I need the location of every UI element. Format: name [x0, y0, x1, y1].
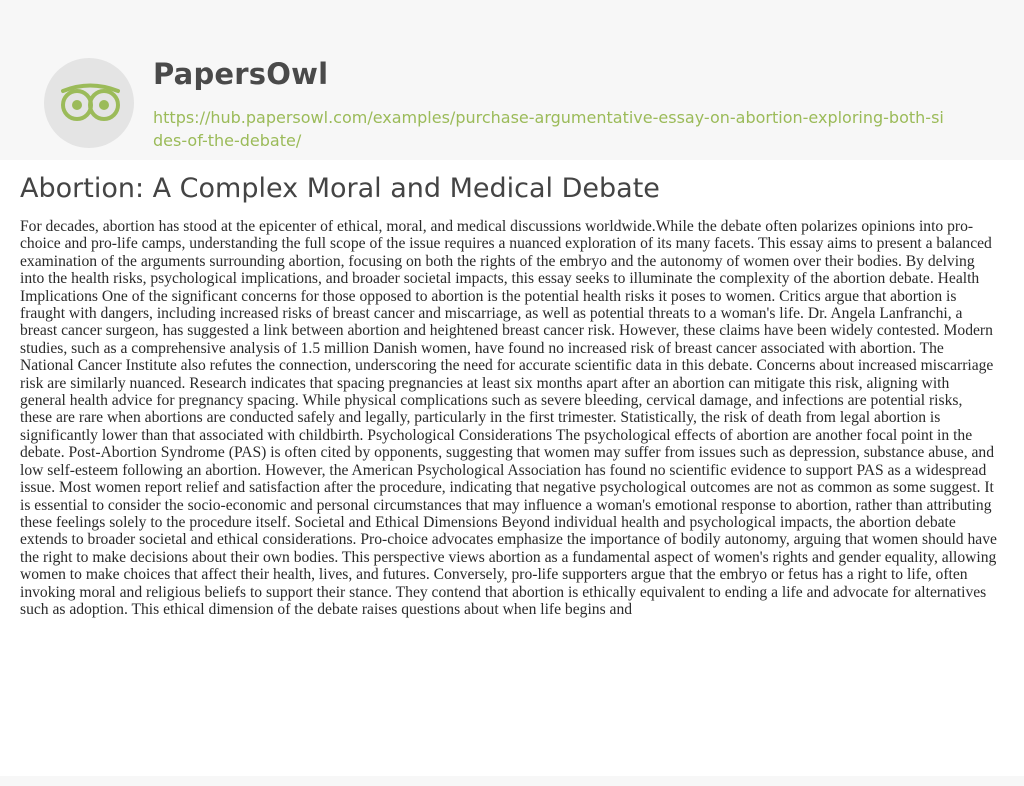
page-header — [0, 0, 1024, 160]
owl-eye-icon — [44, 58, 134, 148]
essay-title: Abortion: A Complex Moral and Medical Debate — [20, 173, 660, 204]
essay-body: For decades, abortion has stood at the epicenter of ethical, moral, and medical discussions worldwide.While the debate often polarizes opinions into pro-choice and pro-life camps, understanding the full scope of the issue requires a nuanced exploration of its many facets. This essay aims to present a balanced examination of the arguments surrounding abortion, focusing on both the rights of the embryo and the autonomy of women over their bodies. By delving into the health risks, psychological implications, and broader societal impacts, this essay seeks to illuminate the complexity of the abortion debate. Health Implications One of the significant concerns for those opposed to abortion is the potential health risks it poses to women. Critics argue that abortion is fraught with dangers, including increased risks of breast cancer and miscarriage, as well as potential threats to a woman's life. Dr. Angela Lanfranchi, a breast cancer surgeon, has suggested a link between abortion and heightened breast cancer risk. However, these claims have been widely contested. Modern studies, such as a comprehensive analysis of 1.5 million Danish women, have found no increased risk of breast cancer associated with abortion. The National Cancer Institute also refutes the connection, underscoring the need for accurate scientific data in this debate. Concerns about increased miscarriage risk are similarly nuanced. Research indicates that spacing pregnancies at least six months apart after an abortion can mitigate this risk, aligning with general health advice for pregnancy spacing. While physical complications such as severe bleeding, cervical damage, and infections are potential risks, these are rare when abortions are conducted safely and legally, particularly in the first trimester. Statistically, the risk of death from legal abortion is significantly lower than that associated with childbirth. Psychological Considerations The psychological effects of abortion are another focal point in the debate. Post-Abortion Syndrome (PAS) is often cited by opponents, suggesting that women may suffer from issues such as depression, substance abuse, and low self-esteem following an abortion. However, the American Psychological Association has found no scientific evidence to support PAS as a widespread issue. Most women report relief and satisfaction after the procedure, indicating that negative psychological outcomes are not as common as some suggest. It is essential to consider the socio-economic and personal circumstances that may influence a woman's emotional response to abortion, rather than attributing these feelings solely to the procedure itself. Societal and Ethical Dimensions Beyond individual health and psychological impacts, the abortion debate extends to broader societal and ethical considerations. Pro-choice advocates emphasize the importance of bodily autonomy, arguing that women should have the right to make decisions about their own bodies. This perspective views abortion as a fundamental aspect of women's rights and gender equality, allowing women to make choices that affect their health, lives, and futures. Conversely, pro-life supporters argue that the embryo or fetus has a right to life, often invoking moral and religious beliefs to support their stance. They contend that abortion is ethically equivalent to ending a life and advocate for alternatives such as adoption. This ethical dimension of the debate raises questions about when life begins and — [20, 218, 997, 618]
page-footer — [0, 776, 1024, 786]
papersowl-logo — [44, 58, 134, 148]
source-url-link[interactable]: https://hub.papersowl.com/examples/purchase-argumentative-essay-on-abortion-exploring-both-sides-of-the-debate/ — [153, 108, 944, 150]
brand-name: PapersOwl — [153, 57, 329, 91]
